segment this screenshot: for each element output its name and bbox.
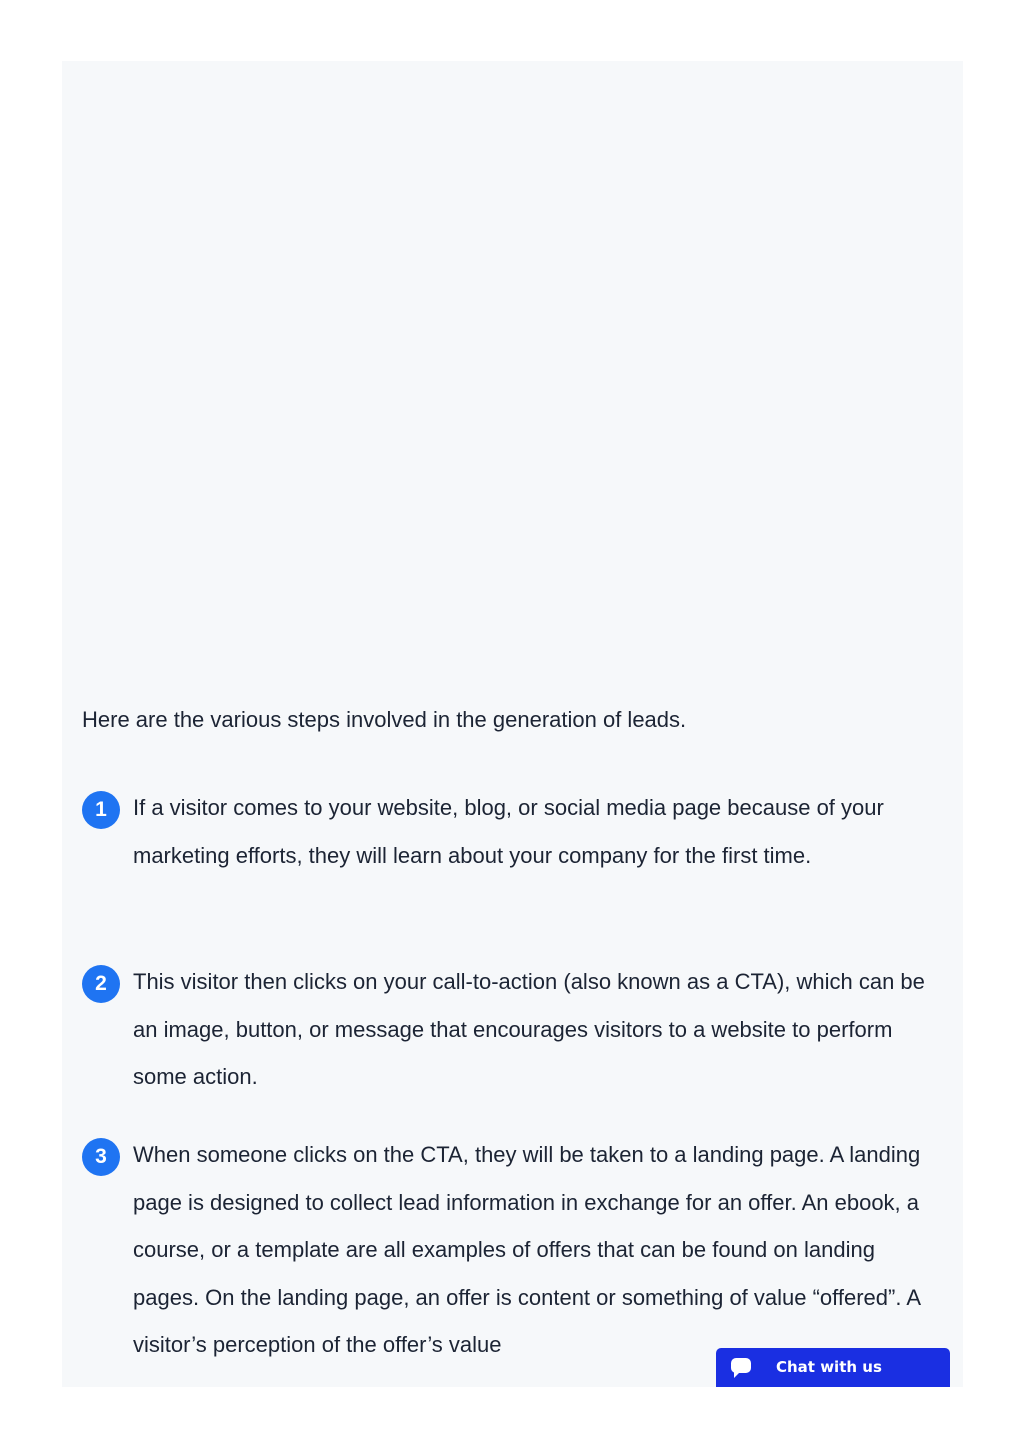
step-text: When someone clicks on the CTA, they will be taken to a landing page. A landing page is designed to collect lead information in exchange for an offer. An ebook, a course, or a template are all examples of offers that can be found on landing pages. On the landing page, an offer is content or something of value “offered”. A visitor’s perception of the offer’s value [133,1142,921,1357]
intro-paragraph: Here are the various steps involved in the generation of leads. [82,707,687,732]
step-number-badge: 3 [82,1138,120,1176]
chat-with-us-button[interactable] [716,1348,950,1387]
content-panel [62,61,963,1387]
step-number-badge: 1 [82,791,120,829]
chat-button-label: Chat with us [776,1358,882,1376]
step-number-badge: 2 [82,965,120,1003]
step-text: This visitor then clicks on your call-to-action (also known as a CTA), which can be an image, button, or message that encourages visitors to a website to perform some action. [133,969,925,1089]
media-placeholder [62,61,963,681]
step-text: If a visitor comes to your website, blog, or social media page because of your marketing efforts, they will learn about your company for the first time. [133,795,884,868]
chat-bubble-icon [730,1356,752,1380]
